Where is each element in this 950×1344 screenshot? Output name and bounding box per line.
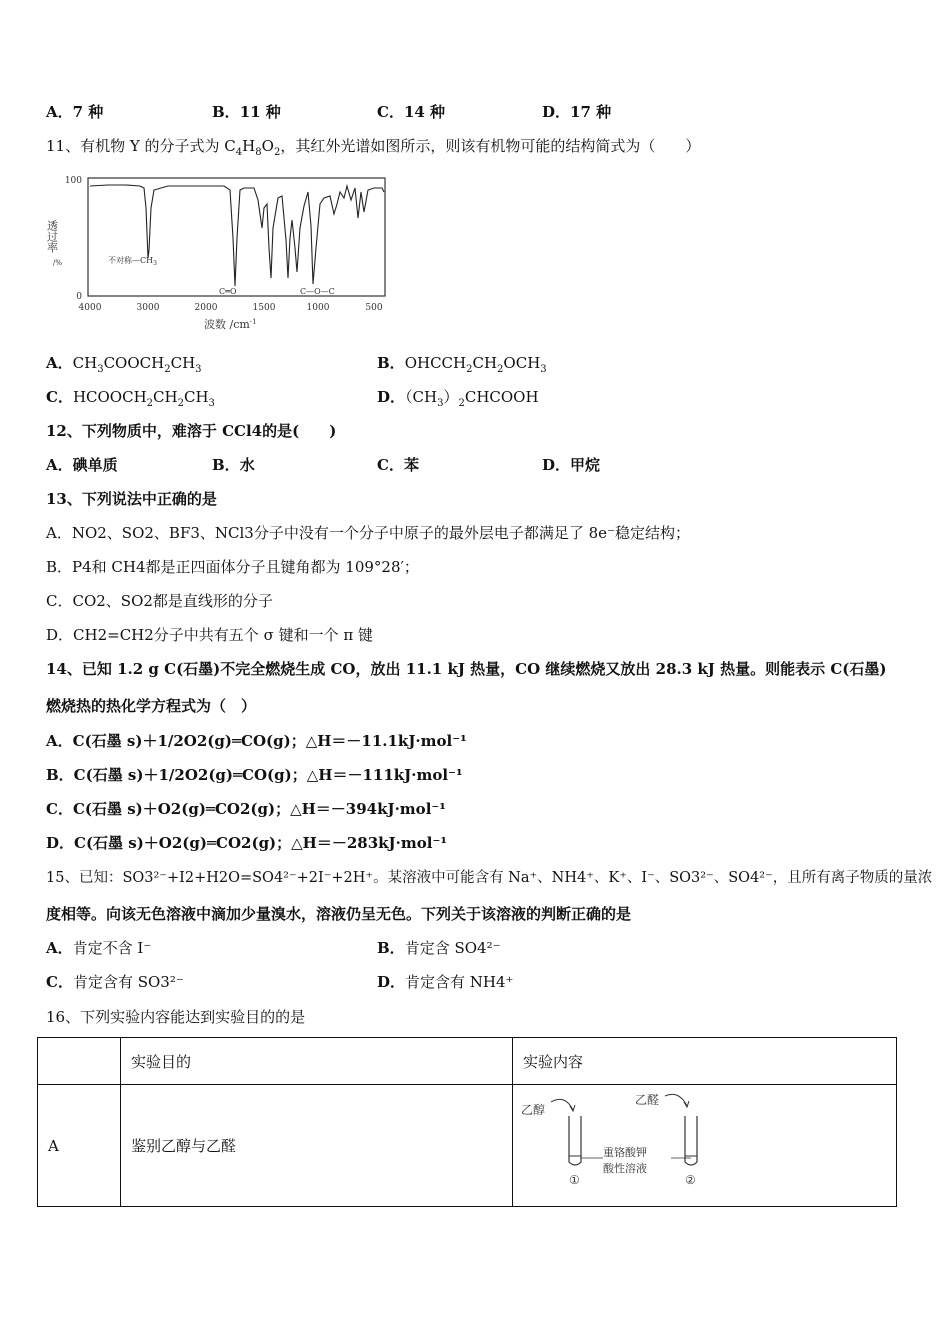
q13-option-d: D．CH2=CH2分子中共有五个 σ 键和一个 π 键 — [46, 626, 373, 644]
q15-option-c: C．肯定含有 SO3²⁻ — [46, 973, 184, 991]
y-axis-unit: /% — [53, 259, 63, 267]
tube-1-label: ① — [569, 1172, 580, 1187]
x-tick-1000: 1000 — [306, 303, 330, 313]
q14-option-c: C．C(石墨 s)＋O2(g)═CO2(g)；△H＝－394kJ·mol⁻¹ — [46, 800, 446, 818]
arrow-ethanol — [551, 1099, 573, 1110]
q15-option-b: B．肯定含 SO4²⁻ — [377, 939, 501, 957]
q12-option-d: D．甲烷 — [542, 456, 601, 474]
header-cell-empty — [38, 1038, 121, 1085]
test-tube-diagram — [513, 1086, 893, 1206]
x-tick-4000: 4000 — [78, 303, 102, 313]
q11-option-d: D．$(CH_3)_2CHCOOH$ — [377, 388, 539, 409]
row-label: A — [38, 1085, 121, 1207]
q15-option-a: A．肯定不含 I⁻ — [46, 939, 152, 957]
y-tick-0: 0 — [76, 292, 82, 302]
q12-option-c: C．苯 — [377, 456, 419, 474]
q11-option-b: B．$OHCCH_2CH_2OCH_3$ — [377, 354, 547, 375]
ir-spectrum-chart — [45, 168, 393, 333]
y-axis-label: 透过率 — [45, 220, 59, 253]
tube-2-label: ② — [685, 1172, 696, 1187]
q14-option-d: D．C(石墨 s)＋O2(g)═CO2(g)；△H＝－283kJ·mol⁻¹ — [46, 834, 447, 852]
q10-option-b: B．11 种 — [212, 103, 281, 121]
q12-option-a: A．碘单质 — [46, 456, 118, 474]
q14-stem-line2: 燃烧热的热化学方程式为（ ） — [46, 697, 257, 715]
annot-ch3: 不对称$—CH_3$ — [108, 256, 157, 267]
q12-stem: 12、下列物质中，难溶于 CCl4的是( ) — [46, 422, 337, 440]
x-tick-500: 500 — [365, 303, 383, 313]
header-cell-content: 实验内容 — [513, 1038, 897, 1085]
q11-stem: 11、有机物 Y 的分子式为 $C_4H_8O_2$，其红外光谱如图所示，则该有机物可能的结构简式为（ ） — [46, 137, 701, 158]
q13-option-a: A．NO2、SO2、BF3、NCl3分子中没有一个分子中原子的最外层电子都满足了 8e⁻稳定结构； — [46, 524, 690, 542]
header-cell-purpose: 实验目的 — [121, 1038, 513, 1085]
solution-label-line1: 重铬酸钾 — [603, 1145, 647, 1159]
q13-stem: 13、下列说法中正确的是 — [46, 490, 217, 508]
spectrum-curve — [90, 185, 384, 286]
x-axis-label: 波数 $/cm^{-1}$ — [204, 318, 257, 331]
ethanol-label: 乙醇 — [521, 1102, 546, 1117]
arrow-acetaldehyde — [665, 1094, 687, 1106]
q14-option-b: B．C(石墨 s)＋1/2O2(g)═CO(g)；△H＝－111kJ·mol⁻¹ — [46, 766, 463, 784]
q11-option-a: A．$CH_3COOCH_2CH_3$ — [46, 354, 202, 375]
x-tick-1500: 1500 — [252, 303, 276, 313]
row-purpose: 鉴别乙醇与乙醛 — [121, 1085, 513, 1207]
q16-stem: 16、下列实验内容能达到实验目的的是 — [46, 1008, 306, 1026]
row-content — [513, 1085, 897, 1207]
experiment-table — [37, 1037, 897, 1207]
table-row — [38, 1085, 897, 1207]
q10-option-a: A．7 种 — [46, 103, 104, 121]
annot-coc: C—O—C — [300, 287, 335, 296]
q13-option-c: C．CO2、SO2都是直线形的分子 — [46, 592, 273, 610]
x-tick-3000: 3000 — [136, 303, 160, 313]
q15-stem-line2: 度相等。向该无色溶液中滴加少量溴水，溶液仍呈无色。下列关于该溶液的判断正确的是 — [46, 905, 632, 923]
tube-1 — [569, 1116, 581, 1165]
y-tick-100: 100 — [64, 176, 82, 186]
spectrum-frame — [88, 178, 385, 296]
q15-stem-line1: 15、已知：SO3²⁻+I2+H2O=SO4²⁻+2I⁻+2H⁺。某溶液中可能含有 Na⁺、NH4⁺、K⁺、I⁻、SO3²⁻、SO4²⁻，且所有离子物质的量浓 — [46, 870, 933, 886]
q10-option-c: C．14 种 — [377, 103, 446, 121]
q15-option-d: D．肯定含有 NH4⁺ — [377, 973, 514, 991]
q14-stem-line1: 14、已知 1.2 g C(石墨)不完全燃烧生成 CO，放出 11.1 kJ 热量，CO 继续燃烧又放出 28.3 kJ 热量。则能表示 C(石墨) — [46, 660, 887, 678]
annot-co: C═O — [219, 287, 237, 296]
table-header-row — [38, 1038, 897, 1085]
x-tick-2000: 2000 — [194, 303, 218, 313]
q12-option-b: B．水 — [212, 456, 255, 474]
q10-option-d: D．17 种 — [542, 103, 612, 121]
solution-label-line2: 酸性溶液 — [603, 1161, 647, 1175]
acetaldehyde-label: 乙醛 — [635, 1092, 660, 1107]
q14-option-a: A．C(石墨 s)＋1/2O2(g)═CO(g)；△H＝－11.1kJ·mol⁻¹ — [46, 732, 467, 750]
q11-option-c: C．$HCOOCH_2CH_2CH_3$ — [46, 388, 215, 409]
q13-option-b: B．P4和 CH4都是正四面体分子且键角都为 109°28′； — [46, 558, 419, 576]
